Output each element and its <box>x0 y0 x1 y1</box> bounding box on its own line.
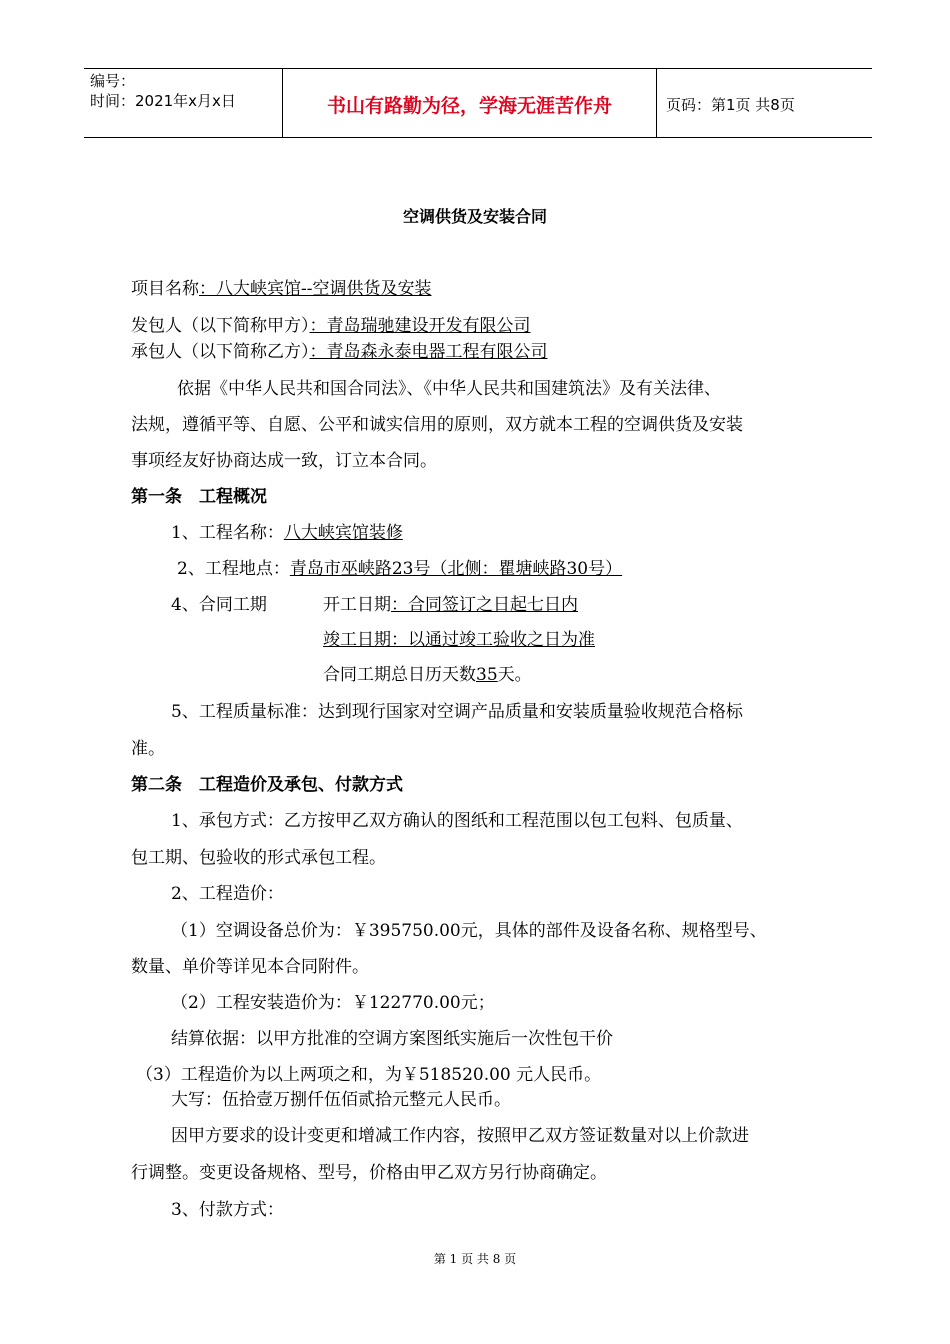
party-b-value: ：青岛森永泰电器工程有限公司 <box>309 342 548 362</box>
equipment-price-line: 数量、单价等详见本合同附件。 <box>131 957 369 977</box>
page-footer: 第 1 页 共 8 页 <box>433 1252 517 1266</box>
contract-mode-line: 1、承包方式：乙方按甲乙双方确认的图纸和工程范围以包工包料、包质量、 <box>171 811 743 831</box>
party-a-line <box>131 311 531 336</box>
party-b-label: 承包人（以下简称乙方） <box>131 342 310 362</box>
total-days-value: 35 <box>476 665 498 685</box>
project-name-value: 八大峡宾馆装修 <box>283 523 403 543</box>
total-price-line: （3）工程造价为以上两项之和，为￥518520.00 元人民币。 <box>136 1065 602 1085</box>
project-name-label: 1、工程名称： <box>171 523 284 543</box>
header-page-number: 页码：第1页 共8页 <box>666 96 795 114</box>
contract-title: 空调供货及安装合同 <box>402 207 547 226</box>
intro-line: 依据《中华人民共和国合同法》、《中华人民共和国建筑法》及有关法律、 <box>177 379 721 399</box>
header-divider <box>656 69 657 137</box>
intro-line: 法规，遵循平等、自愿、公平和诚实信用的原则，双方就本工程的空调供货及安装 <box>131 415 743 435</box>
header-meta <box>90 71 236 111</box>
adjustment-line: 行调整。变更设备规格、型号，价格由甲乙双方另行协商确定。 <box>131 1163 607 1183</box>
equipment-price-line: （1）空调设备总价为：￥395750.00元，具体的部件及设备名称、规格型号、 <box>171 921 767 941</box>
project-value: ：八大峡宾馆--空调供货及安装 <box>199 279 432 299</box>
start-date-value: ：合同签订之日起七日内 <box>391 595 578 615</box>
payment-label: 3、付款方式： <box>171 1200 284 1220</box>
article2-heading: 第二条 工程造价及承包、付款方式 <box>131 775 403 795</box>
contract-mode-line: 包工期、包验收的形式承包工程。 <box>131 848 386 868</box>
header-motto: 书山有路勤为径，学海无涯苦作舟 <box>326 95 612 117</box>
party-a-label: 发包人（以下简称甲方） <box>131 316 310 336</box>
intro-line: 事项经友好协商达成一致，订立本合同。 <box>131 451 437 471</box>
install-price-line: （2）工程安装造价为：￥122770.00元； <box>171 993 495 1013</box>
quality-line: 5、工程质量标准：达到现行国家对空调产品质量和安装质量验收规范合格标 <box>171 702 743 722</box>
capital-amount-line: 大写：伍拾壹万捌仟伍佰贰拾元整元人民币。 <box>171 1090 511 1110</box>
period-label: 4、合同工期 <box>171 595 267 615</box>
site-label: 2、工程地点： <box>177 559 290 579</box>
start-date-line <box>323 590 578 615</box>
site-line <box>177 554 622 579</box>
total-days-line <box>323 660 532 685</box>
time-label: 时间：2021年x月x日 <box>90 92 236 110</box>
header-table <box>84 68 872 138</box>
project-line <box>131 274 432 299</box>
adjustment-line: 因甲方要求的设计变更和增减工作内容，按照甲乙双方签证数量对以上价款进 <box>171 1126 749 1146</box>
party-a-value: ：青岛瑞驰建设开发有限公司 <box>309 316 531 336</box>
article1-heading: 第一条 工程概况 <box>131 487 267 507</box>
project-name-line <box>171 518 403 543</box>
quality-line: 准。 <box>131 739 165 759</box>
total-days-suffix: 天。 <box>497 665 532 685</box>
start-date-label: 开工日期 <box>323 595 391 615</box>
party-b-line <box>131 337 548 362</box>
number-label: 编号： <box>90 72 136 90</box>
site-value: 青岛市巫峡路23号（北侧：瞿塘峡路30号） <box>289 559 623 579</box>
end-date-line: 竣工日期：以通过竣工验收之日为准 <box>323 630 595 650</box>
total-days-prefix: 合同工期总日历天数 <box>323 665 476 685</box>
settlement-line: 结算依据：以甲方批准的空调方案图纸实施后一次性包干价 <box>171 1029 613 1049</box>
cost-label: 2、工程造价： <box>171 884 284 904</box>
project-label: 项目名称 <box>131 279 199 299</box>
